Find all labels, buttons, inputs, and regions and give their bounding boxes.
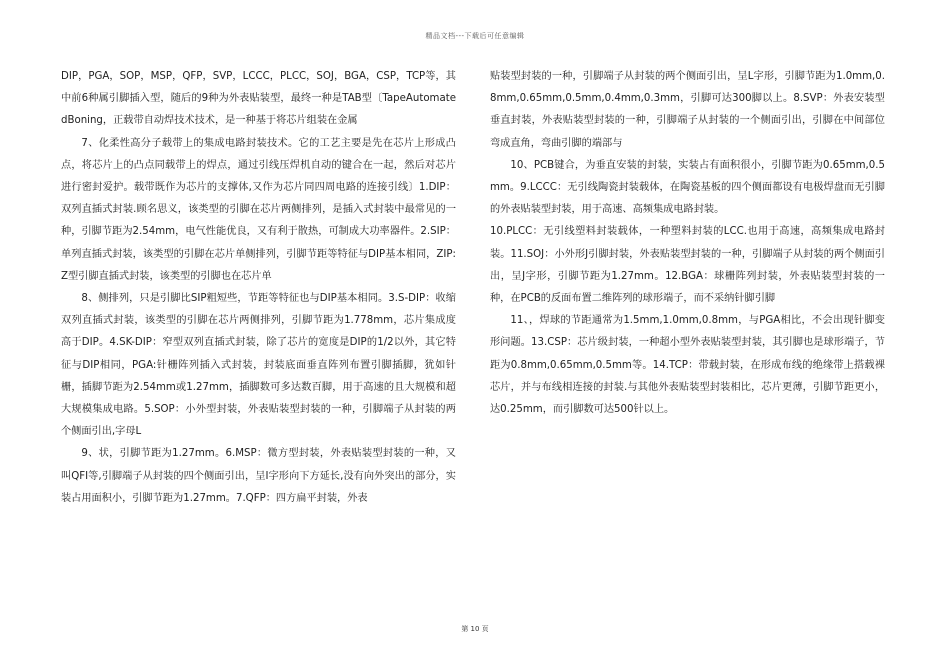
paragraph: 11、，焊球的节距通常为1.5mm,1.0mm,0.8mm，与PGA相比，不会出现针脚变形问题。13.CSP：芯片级封装，一种超小型外表贴装型封装，其引脚也是球形端子，节距为0.8mm,0.65mm,0.5mm等。14.TCP：带载封装，在形成布线的绝缘带上搭载裸芯片，并与布线相连接的封装.与其他外表贴装型封装相比，芯片更薄，引脚节距更小，达0.25mm，而引脚数可达500针以上。 (490, 315, 885, 416)
left-column (61, 66, 456, 510)
right-column (490, 66, 885, 421)
paragraph: DIP，PGA，SOP，MSP，QFP，SVP，LCCC，PLCC，SOJ，BGA，CSP，TCP等，其中前6种属引脚插入型，随后的9种为外表贴装型，最终一种是TAB型〔TapeAutomatedBoning，正载带自动焊技术技术，是一种基于将芯片组装在金属 (61, 71, 456, 127)
paragraph: 9、状，引脚节距为1.27mm。6.MSP：微方型封装，外表贴装型封装的一种，又叫QFI等,引脚端子从封装的四个侧面引出，呈I字形向下方延长,没有向外突出的部分，实装占用面积小，引脚节距为1.27mm。7.QFP：四方扁平封装，外表 (61, 448, 456, 504)
paragraph: 10.PLCC：无引线塑料封装载体，一种塑料封装的LCC.也用于高速，高频集成电路封装。11.SOJ：小外形J引脚封装，外表贴装型封装的一种，引脚端子从封装的两个侧面引出，呈J字形，引脚节距为1.27mm。12.BGA：球栅阵列封装，外表贴装型封装的一种，在PCB的反面布置二维阵列的球形端子，而不采纳针脚引脚 (490, 226, 885, 305)
paragraph: 贴装型封装的一种，引脚端子从封装的两个侧面引出，呈L字形，引脚节距为1.0mm,0.8mm,0.65mm,0.5mm,0.4mm,0.3mm，引脚可达300脚以上。8.SVP：外表安装型垂直封装，外表贴装型封装的一种，引脚端子从封装的一个侧面引出，引脚在中间部位弯成直角，弯曲引脚的端部与 (490, 71, 885, 149)
paragraph: 10、PCB键合，为垂直安装的封装，实装占有面积很小，引脚节距为0.65mm,0.5mm。9.LCCC：无引线陶瓷封装载体，在陶瓷基板的四个侧面都设有电极焊盘而无引脚的外表贴装型封装，用于高速、高频集成电路封装。 (490, 159, 885, 216)
page-header: 精品文档---下载后可任意编辑 (425, 32, 525, 40)
page-number: 第 10 页 (461, 625, 489, 633)
paragraph: 7、化柔性高分子载带上的集成电路封装技术。它的工艺主要是先在芯片上形成凸点，将芯片上的凸点同载带上的焊点，通过引线压焊机自动的键合在一起，然后对芯片进行密封爱护。载带既作为芯片的支撑体,又作为芯片同四周电路的连接引线〕1.DIP：双列直插式封装.顾名思义，该类型的引脚在芯片两侧排列，是插入式封装中最常见的一种，引脚节距为2.54mm，电气性能优良，又有利于散热，可制成大功率器件。2.SIP：单列直插式封装，该类型的引脚在芯片单侧排列，引脚节距等特征与DIP基本相同，ZIP:Z型引脚直插式封装，该类型的引脚也在芯片单 (61, 137, 456, 282)
paragraph: 8、侧排列，只是引脚比SIP粗短些，节距等特征也与DIP基本相同。3.S-DIP：收缩双列直插式封装，该类型的引脚在芯片两侧排列，引脚节距为1.778mm，芯片集成度高于DIP。4.SK-DIP：窄型双列直插式封装，除了芯片的宽度是DIP的1/2以外，其它特征与DIP相同，PGA:针栅阵列插入式封装，封装底面垂直阵列布置引脚插脚，犹如针栅，插脚节距为2.54mm或1.27mm，插脚数可多达数百脚，用于高速的且大规模和超大规模集成电路。5.SOP：小外型封装，外表贴装型封装的一种，引脚端子从封装的两个侧面引出,字母L (61, 293, 456, 438)
